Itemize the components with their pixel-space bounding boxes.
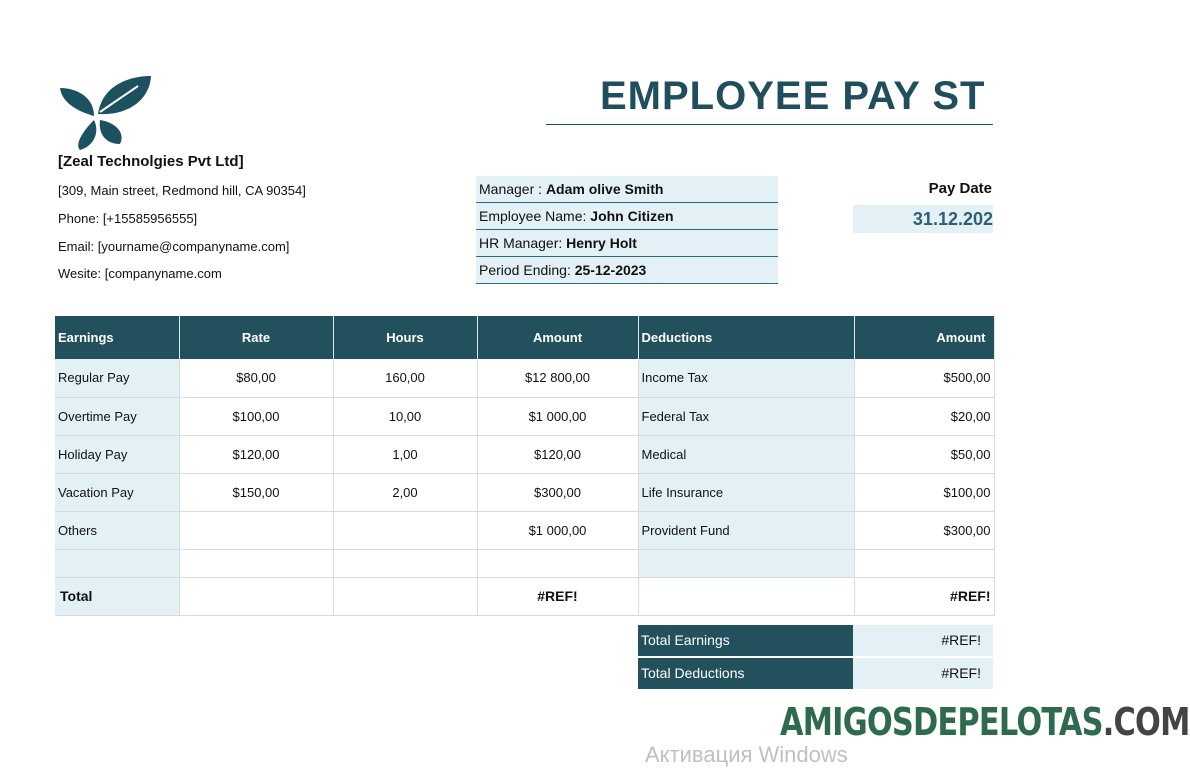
hours-header: Hours <box>333 316 477 359</box>
company-phone: Phone: [+15585956555] <box>58 211 198 226</box>
period-ending-value: 25-12-2023 <box>574 262 647 278</box>
deduction-amount-cell[interactable]: $300,00 <box>854 511 994 549</box>
blank-cell <box>179 577 333 615</box>
total-earnings-row <box>638 625 993 656</box>
amount-cell[interactable]: $12 800,00 <box>477 359 638 397</box>
brand-watermark <box>780 700 1190 744</box>
title-divider <box>546 124 993 125</box>
amount-cell[interactable] <box>477 549 638 577</box>
pay-table <box>55 316 995 616</box>
amount-cell[interactable]: $120,00 <box>477 435 638 473</box>
table-row <box>55 359 994 397</box>
hr-manager-label: HR Manager: <box>479 235 567 251</box>
manager-row <box>476 176 778 203</box>
total-deductions-amount[interactable]: #REF! <box>854 577 994 615</box>
deduction-amount-cell[interactable]: $20,00 <box>854 397 994 435</box>
table-row <box>55 397 994 435</box>
manager-label: Manager : <box>479 181 546 197</box>
deduction-cell[interactable]: Income Tax <box>638 359 854 397</box>
employee-name-row <box>476 203 778 230</box>
brand-tld: COM <box>1113 700 1190 744</box>
total-deductions-label: Total Deductions <box>638 658 853 689</box>
rate-header: Rate <box>179 316 333 359</box>
pay-date-label: Pay Date <box>928 180 992 197</box>
earning-cell[interactable]: Overtime Pay <box>55 397 179 435</box>
brand-main: AMIGOSDEPELOTAS <box>780 700 1103 744</box>
blank-cell <box>638 577 854 615</box>
hours-cell[interactable] <box>333 549 477 577</box>
hours-cell[interactable] <box>333 511 477 549</box>
deduction-amount-cell[interactable]: $50,00 <box>854 435 994 473</box>
period-ending-row <box>476 257 778 284</box>
rate-cell[interactable] <box>179 511 333 549</box>
page-title: EMPLOYEE PAY ST <box>600 74 986 118</box>
table-row <box>55 549 994 577</box>
deduction-amount-cell[interactable] <box>854 549 994 577</box>
earnings-header: Earnings <box>55 316 179 359</box>
table-row <box>55 511 994 549</box>
employee-info-box <box>476 176 778 284</box>
pay-date-value: 31.12.202 <box>853 205 993 233</box>
amount-cell[interactable]: $300,00 <box>477 473 638 511</box>
table-row <box>55 435 994 473</box>
company-website: Wesite: [companyname.com <box>58 266 222 281</box>
brand-dot: . <box>1102 700 1114 744</box>
company-name: [Zeal Technolgies Pvt Ltd] <box>58 153 244 170</box>
hours-cell[interactable]: 1,00 <box>333 435 477 473</box>
windows-activation-text: Активация Windows <box>645 742 848 767</box>
company-email: Email: [yourname@companyname.com] <box>58 239 290 254</box>
rate-cell[interactable]: $120,00 <box>179 435 333 473</box>
deduction-amount-header: Amount <box>854 316 994 359</box>
deductions-header: Deductions <box>638 316 854 359</box>
table-header-row <box>55 316 994 359</box>
hours-cell[interactable]: 2,00 <box>333 473 477 511</box>
employee-name-label: Employee Name: <box>479 208 591 224</box>
deduction-cell[interactable]: Life Insurance <box>638 473 854 511</box>
summary-box <box>638 625 993 691</box>
total-label: Total <box>55 577 179 615</box>
deduction-cell[interactable]: Provident Fund <box>638 511 854 549</box>
blank-cell <box>333 577 477 615</box>
earning-cell[interactable]: Vacation Pay <box>55 473 179 511</box>
employee-name-value: John Citizen <box>590 208 674 224</box>
deduction-cell[interactable]: Medical <box>638 435 854 473</box>
rate-cell[interactable]: $150,00 <box>179 473 333 511</box>
amount-cell[interactable]: $1 000,00 <box>477 397 638 435</box>
earning-cell[interactable]: Others <box>55 511 179 549</box>
rate-cell[interactable]: $80,00 <box>179 359 333 397</box>
earning-cell[interactable]: Regular Pay <box>55 359 179 397</box>
period-ending-label: Period Ending: <box>479 262 575 278</box>
total-deductions-value[interactable]: #REF! <box>853 658 993 689</box>
table-row <box>55 473 994 511</box>
company-address: [309, Main street, Redmond hill, CA 90354] <box>58 183 306 198</box>
rate-cell[interactable]: $100,00 <box>179 397 333 435</box>
manager-value: Adam olive Smith <box>545 181 664 197</box>
hours-cell[interactable]: 160,00 <box>333 359 477 397</box>
total-earnings-value[interactable]: #REF! <box>853 625 993 656</box>
total-earnings-label: Total Earnings <box>638 625 853 656</box>
rate-cell[interactable] <box>179 549 333 577</box>
company-logo-icon <box>58 74 154 152</box>
hours-cell[interactable]: 10,00 <box>333 397 477 435</box>
earning-cell[interactable]: Holiday Pay <box>55 435 179 473</box>
total-earnings-amount[interactable]: #REF! <box>477 577 638 615</box>
hr-manager-value: Henry Holt <box>566 235 637 251</box>
amount-header: Amount <box>477 316 638 359</box>
earning-cell[interactable] <box>55 549 179 577</box>
total-deductions-row <box>638 658 993 689</box>
deduction-amount-cell[interactable]: $500,00 <box>854 359 994 397</box>
amount-cell[interactable]: $1 000,00 <box>477 511 638 549</box>
deduction-cell[interactable]: Federal Tax <box>638 397 854 435</box>
deduction-amount-cell[interactable]: $100,00 <box>854 473 994 511</box>
total-row <box>55 577 994 615</box>
deduction-cell[interactable] <box>638 549 854 577</box>
hr-manager-row <box>476 230 778 257</box>
